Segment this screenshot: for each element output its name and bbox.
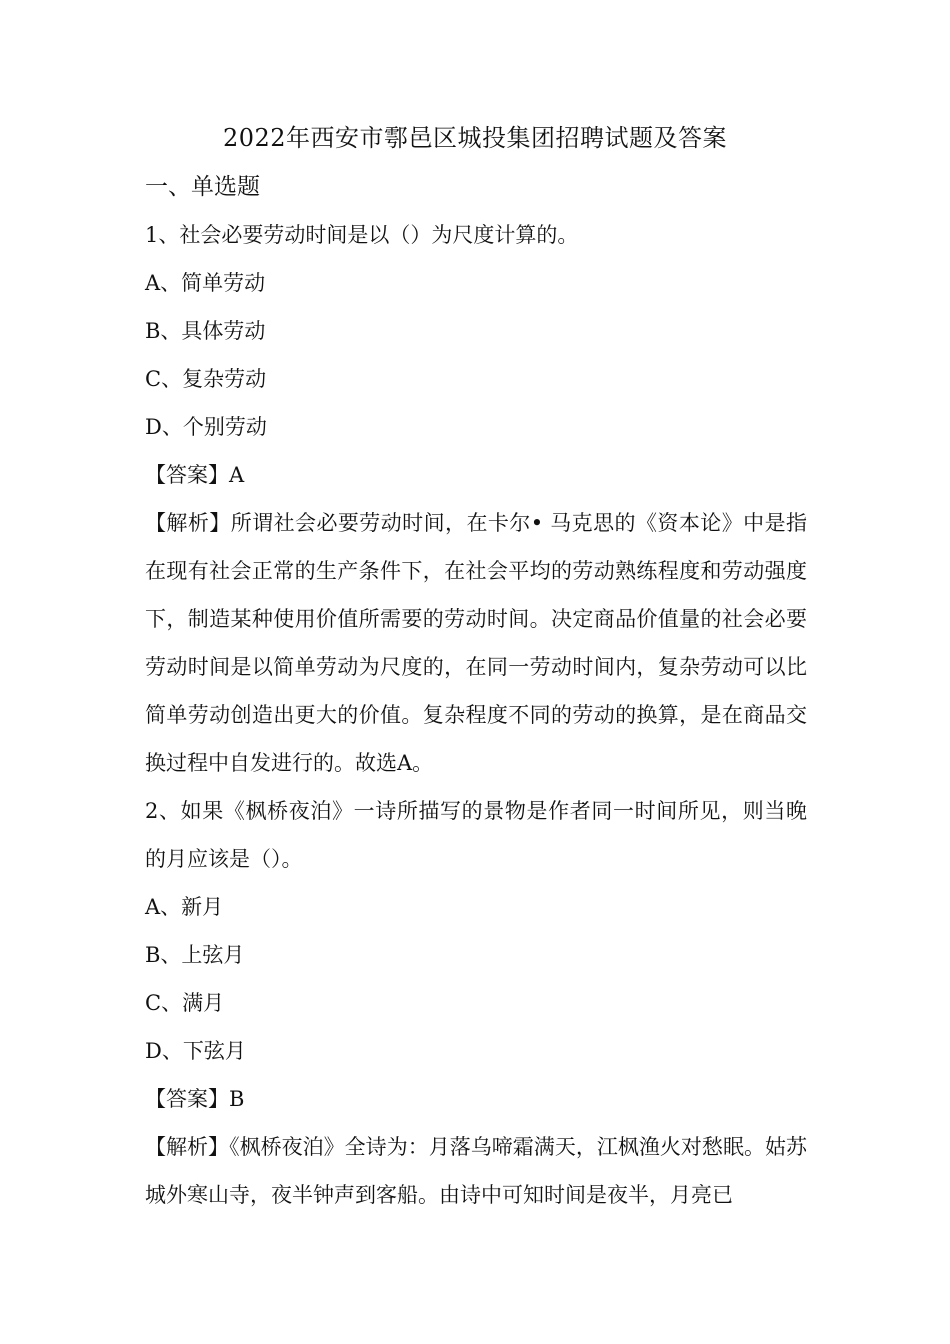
answer-line: 【答案】B	[145, 1087, 245, 1111]
question-1	[145, 218, 807, 787]
question-2	[145, 787, 807, 1219]
analysis-paragraph: 【解析】《枫桥夜泊》全诗为：月落乌啼霜满天，江枫渔火对愁眠。姑苏城外寒山寺，夜半钟声到客船。由诗中可知时间是夜半，月亮已	[145, 1135, 807, 1207]
question-stem: 2、如果《枫桥夜泊》一诗所描写的景物是作者同一时间所见，则当晚的月应该是（）。	[145, 799, 807, 871]
question-stem: 1、社会必要劳动时间是以（）为尺度计算的。	[145, 223, 579, 247]
option-d: D、下弦月	[145, 1039, 246, 1063]
option-c: C、复杂劳动	[145, 367, 267, 391]
question-list	[145, 218, 807, 1226]
document-title: 2022年西安市鄠邑区城投集团招聘试题及答案	[222, 124, 728, 152]
section-heading: 一、单选题	[145, 174, 260, 200]
option-d: D、个别劳动	[145, 415, 267, 439]
option-b: B、上弦月	[145, 943, 245, 967]
option-a: A、新月	[145, 895, 224, 919]
answer-line: 【答案】A	[145, 463, 245, 487]
option-a: A、简单劳动	[145, 271, 266, 295]
option-c: C、满月	[145, 991, 225, 1015]
option-b: B、具体劳动	[145, 319, 266, 343]
analysis-paragraph: 【解析】所谓社会必要劳动时间，在卡尔• 马克思的《资本论》中是指在现有社会正常的生产条件下，在社会平均的劳动熟练程度和劳动强度下，制造某种使用价值所需要的劳动时间。决定商品价值量的社会必要劳动时间是以简单劳动为尺度的，在同一劳动时间内，复杂劳动可以比简单劳动创造出更大的价值。复杂程度不同的劳动的换算，是在商品交换过程中自发进行的。故选A。	[145, 511, 807, 775]
